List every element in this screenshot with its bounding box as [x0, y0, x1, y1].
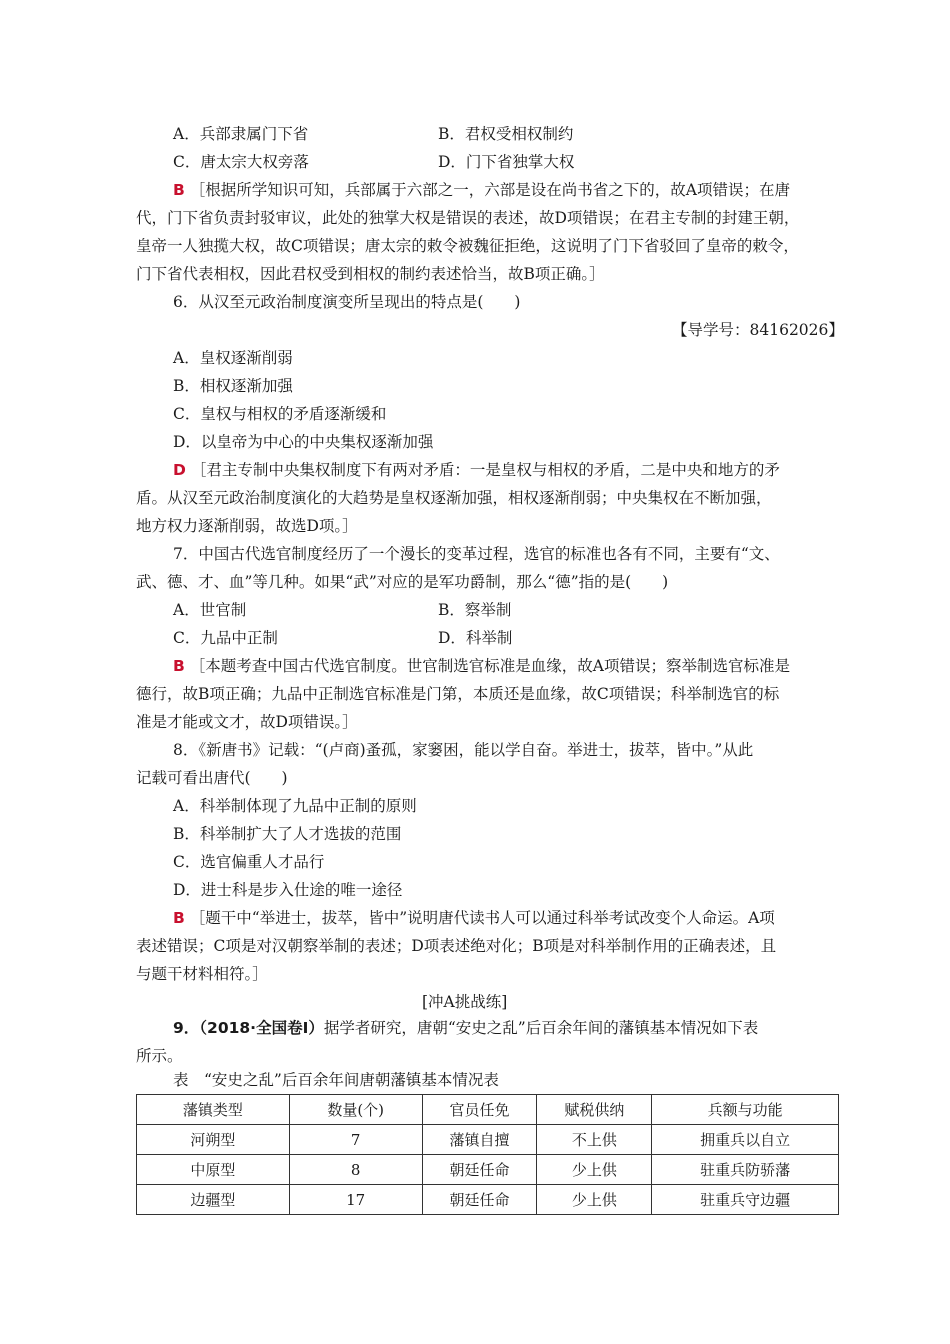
q7-explanation-line-2: 德行，故B项正确；九品中正制选官标准是门第，本质还是血缘，故C项错误；科举制选官的标 [136, 685, 780, 703]
column-header: 兵额与功能 [652, 1095, 839, 1125]
q7-stem-line-2: 武、德、才、血”等几种。如果“武”对应的是军功爵制，那么“德”指的是( ) [136, 573, 669, 591]
q7-explanation-line-3: 准是才能或文才，故D项错误。］ [136, 713, 358, 731]
data-table [136, 1094, 839, 1215]
q5-option-a: A．兵部隶属门下省 [173, 125, 309, 143]
q6-option-a: A．皇权逐渐削弱 [173, 349, 293, 367]
q6-option-d: D．以皇帝为中心的中央集权逐渐加强 [173, 433, 434, 451]
table-cell: 17 [289, 1185, 422, 1215]
q7-explanation-line-1: B ［本题考查中国古代选官制度。世官制选官标准是血缘，故A项错误；察举制选官标准是 [173, 657, 790, 675]
q5-explanation-line-3: 皇帝一人独揽大权，故C项错误；唐太宗的敕令被魏征拒绝，这说明了门下省驳回了皇帝的敕令， [136, 237, 799, 255]
q7-option-c: C．九品中正制 [173, 629, 278, 647]
q7-option-a: A．世官制 [173, 601, 247, 619]
table-row [137, 1155, 839, 1185]
q7-option-b: B．察举制 [438, 601, 512, 619]
q6-option-c: C．皇权与相权的矛盾逐渐缓和 [173, 405, 387, 423]
q8-option-a: A．科举制体现了九品中正制的原则 [173, 797, 417, 815]
column-header: 官员任免 [422, 1095, 537, 1125]
table-cell: 朝廷任命 [422, 1155, 537, 1185]
table-cell: 8 [289, 1155, 422, 1185]
table-cell: 拥重兵以自立 [652, 1125, 839, 1155]
column-header: 藩镇类型 [137, 1095, 290, 1125]
q8-explanation-line-3: 与题干材料相符。］ [136, 965, 268, 983]
q8-option-d: D．进士科是步入仕途的唯一途径 [173, 881, 403, 899]
q6-answer: D [173, 461, 186, 479]
table-row [137, 1125, 839, 1155]
table-header-row [137, 1095, 839, 1125]
q5-explanation-line-1: B ［根据所学知识可知，兵部属于六部之一，六部是设在尚书省之下的，故A项错误；在唐 [173, 181, 790, 199]
q7-answer: B [173, 657, 185, 675]
table-cell: 驻重兵防骄藩 [652, 1155, 839, 1185]
table-cell: 河朔型 [137, 1125, 290, 1155]
q6-stem: 6．从汉至元政治制度演变所呈现出的特点是( ) [173, 293, 521, 311]
table-row [137, 1185, 839, 1215]
q5-explanation-line-4: 门下省代表相权，因此君权受到相权的制约表述恰当，故B项正确。］ [136, 265, 605, 283]
q8-option-c: C．选官偏重人才品行 [173, 853, 325, 871]
q8-stem-line-1: 8．《新唐书》记载：“(卢商)蚤孤，家窭困，能以学自奋。举进士，拔萃，皆中。”从此 [173, 741, 754, 759]
q8-explanation-line-1: B ［题干中“举进士，拔萃，皆中”说明唐代读书人可以通过科举考试改变个人命运。A项 [173, 909, 775, 927]
q6-option-b: B．相权逐渐加强 [173, 377, 293, 395]
table-cell: 少上供 [537, 1155, 652, 1185]
q5-option-d: D．门下省独掌大权 [438, 153, 575, 171]
q8-explanation-line-2: 表述错误；C项是对汉朝察举制的表述；D项表述绝对化；B项是对科举制作用的正确表述，且 [136, 937, 777, 955]
table-cell: 朝廷任命 [422, 1185, 537, 1215]
table-cell: 7 [289, 1125, 422, 1155]
q7-stem-line-1: 7．中国古代选官制度经历了一个漫长的变革过程，选官的标准也各有不同，主要有“文、 [173, 545, 780, 563]
q6-explanation-line-1: D ［君主专制中央集权制度下有两对矛盾：一是皇权与相权的矛盾，二是中央和地方的矛 [173, 461, 780, 479]
table-cell: 驻重兵守边疆 [652, 1185, 839, 1215]
q8-option-b: B．科举制扩大了人才选拔的范围 [173, 825, 402, 843]
q6-explanation-line-2: 盾。从汉至元政治制度演化的大趋势是皇权逐渐加强，相权逐渐削弱；中央集权在不断加强， [136, 489, 772, 507]
q9-stem-line-1: 9．（2018·全国卷Ⅰ）据学者研究，唐朝“安史之乱”后百余年间的藩镇基本情况如下表 [173, 1019, 759, 1037]
table-cell: 少上供 [537, 1185, 652, 1215]
q6-guide-number: 【导学号：84162026】 [672, 321, 844, 339]
q9-stem-line-2: 所示。 [136, 1047, 183, 1065]
table-cell: 藩镇自擅 [422, 1125, 537, 1155]
q9-source-label: 9．（2018·全国卷Ⅰ） [173, 1019, 324, 1037]
q5-option-b: B．君权受相权制约 [438, 125, 574, 143]
q8-answer: B [173, 909, 185, 927]
q6-explanation-line-3: 地方权力逐渐削弱，故选D项。］ [136, 517, 358, 535]
table-caption: 表 “安史之乱”后百余年间唐朝藩镇基本情况表 [173, 1071, 499, 1089]
column-header: 数量(个) [289, 1095, 422, 1125]
table-cell: 边疆型 [137, 1185, 290, 1215]
q5-option-c: C．唐太宗大权旁落 [173, 153, 309, 171]
q8-stem-line-2: 记载可看出唐代( ) [136, 769, 288, 787]
column-header: 赋税供纳 [537, 1095, 652, 1125]
q7-option-d: D．科举制 [438, 629, 513, 647]
table-cell: 中原型 [137, 1155, 290, 1185]
section-title: [冲A挑战练] [422, 993, 508, 1011]
table-cell: 不上供 [537, 1125, 652, 1155]
q5-explanation-line-2: 代，门下省负责封驳审议，此处的独掌大权是错误的表述，故D项错误；在君主专制的封建王朝， [136, 209, 800, 227]
q5-answer: B [173, 181, 185, 199]
